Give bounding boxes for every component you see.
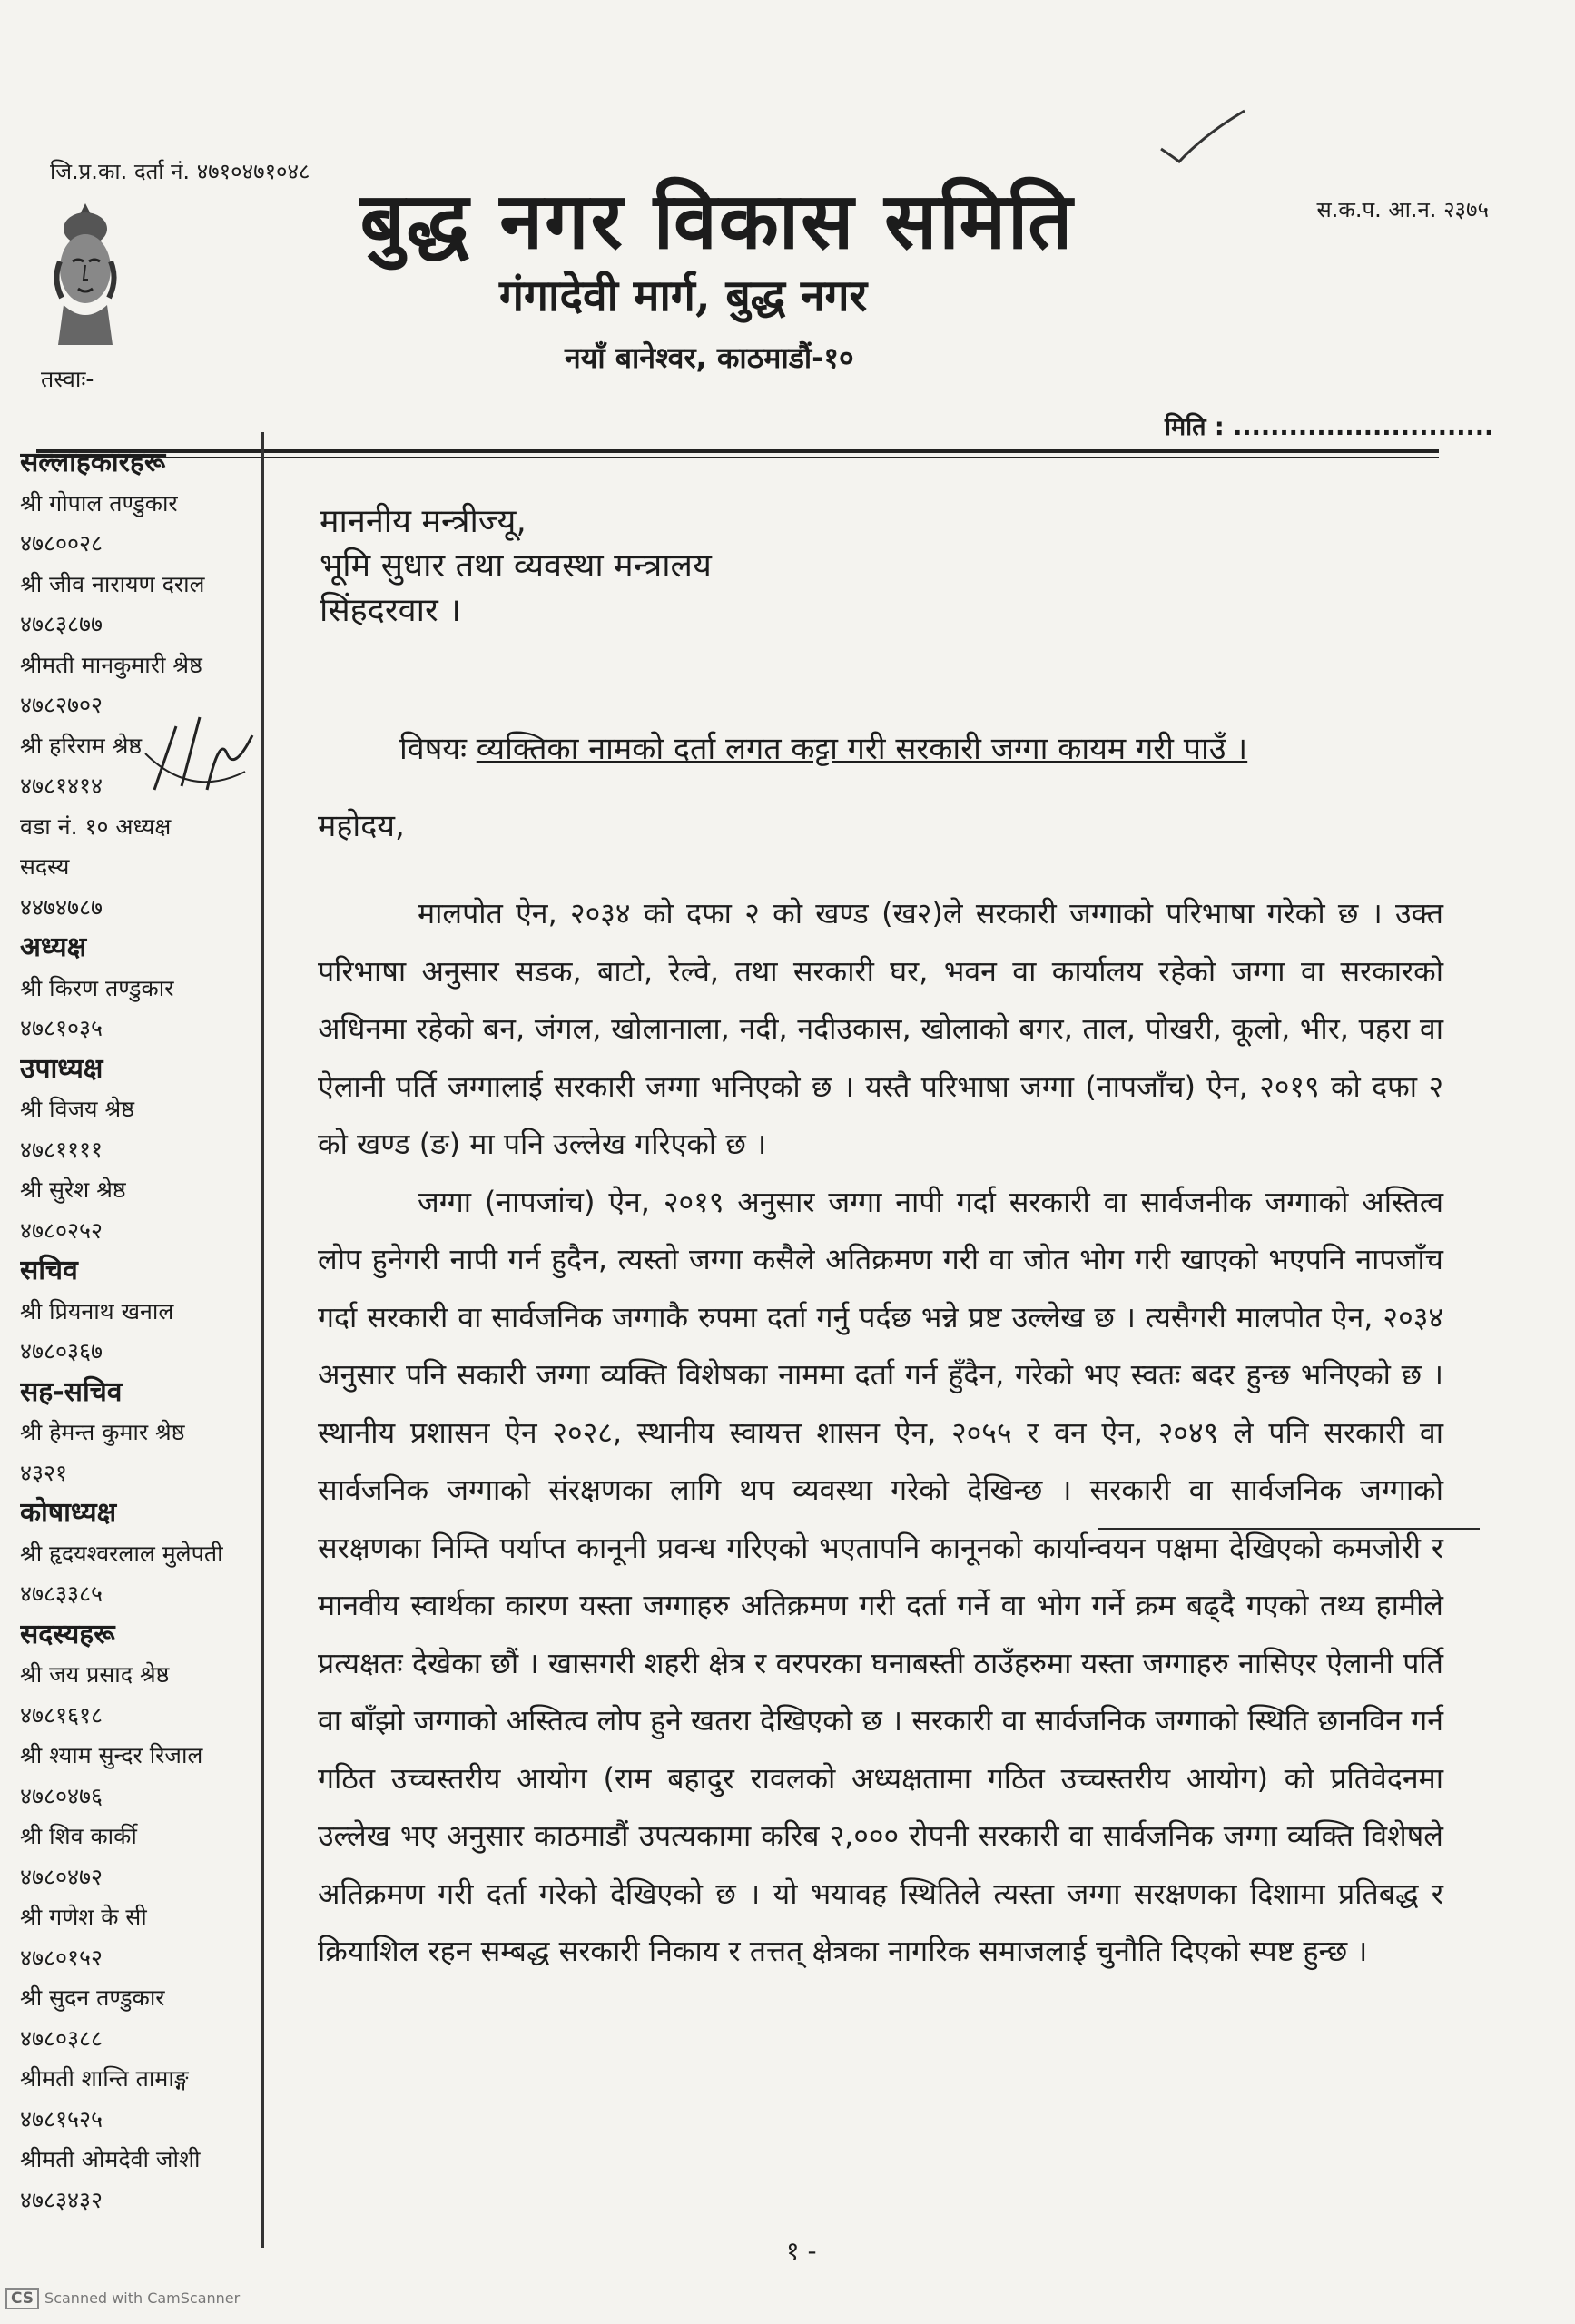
scanner-text: Scanned with CamScanner xyxy=(44,2290,241,2307)
sidebar-entry: श्रीमती मानकुमारी श्रेष्ठ xyxy=(20,651,202,678)
sidebar-entry: ४७८०३८८ xyxy=(20,2024,103,2052)
sidebar-entry: ४७८२७०२ xyxy=(20,692,103,718)
registration-number: जि.प्र.का. दर्ता नं. ४७१०४७१०४८ xyxy=(50,159,310,184)
recipient-title: माननीय मन्त्रीज्यू, xyxy=(320,503,527,540)
sidebar-entry: ४७८०३६७ xyxy=(20,1338,103,1364)
strike-through-line xyxy=(1098,1528,1480,1530)
sidebar-entry: ४७८१६१८ xyxy=(20,1701,103,1728)
sidebar-heading: सचिव xyxy=(20,1255,78,1286)
recipient-location: सिंहदरवार । xyxy=(320,592,461,629)
sidebar-entry: श्री हृदयश्वरलाल मुलेपती xyxy=(20,1540,223,1567)
organization-street: गंगादेवी मार्ग, बुद्ध नगर xyxy=(499,271,868,321)
sidebar-entry: श्री गोपाल तण्डुकार xyxy=(20,489,178,517)
recipient-ministry: भूमि सुधार तथा व्यवस्था मन्त्रालय xyxy=(320,547,712,585)
sidebar-entry: श्री जय प्रसाद श्रेष्ठ xyxy=(20,1661,170,1688)
sidebar-entry: श्री जीव नारायण दराल xyxy=(20,570,205,597)
sidebar-heading: सल्लाहकारहरू xyxy=(20,447,166,478)
sidebar-entry: श्री श्याम सुन्दर रिजाल xyxy=(20,1742,203,1768)
sidebar-entry: वडा नं. १० अध्यक्ष xyxy=(20,812,172,840)
tick-mark-icon xyxy=(1157,107,1248,171)
sidebar-entry: ४७८०४७२ xyxy=(20,1863,103,1890)
camscanner-logo-icon: CS xyxy=(5,2288,39,2309)
tapai-label: तस्वाः- xyxy=(41,366,94,392)
sidebar-entry: ४७८३३८५ xyxy=(20,1581,103,1607)
sidebar-entry: ४७८१०३५ xyxy=(20,1015,103,1041)
scanner-watermark xyxy=(5,2288,240,2309)
body-paragraph: मालपोत ऐन, २०३४ को दफा २ को खण्ड (ख२)ले सरकारी जग्गाको परिभाषा गरेको छ । उक्त परिभाषा अनुसार सडक, बाटो, रेल्वे, तथा सरकारी घर, भवन वा कार्यालय रहेको जग्गा वा सरकारको अधिनमा रहेको बन, जंगल, खोलानाला, नदी, नदीउकास, खोलाको बगर, ताल, पोखरी, कूलो, भीर, पहरा वा ऐलानी पर्ति जग्गालाई सरकारी जग्गा भनिएको छ । यस्तै परिभाषा जग्गा (नापजाँच) ऐन, २०१९ को दफा २ को खण्ड (ङ) मा पनि उल्लेख गरिएको छ । xyxy=(318,896,1443,1161)
organization-city: नयाँ बानेश्वर, काठमाडौं-१० xyxy=(565,340,854,375)
recipient-block xyxy=(320,499,712,633)
sidebar-entry: श्री हेमन्त कुमार श्रेष्ठ xyxy=(20,1419,185,1445)
sidebar-heading: सह-सचिव xyxy=(20,1375,123,1408)
sidebar-entry: श्री शिव कार्की xyxy=(20,1823,137,1849)
sidebar-entry: ४७८०४७६ xyxy=(20,1782,103,1809)
signature-scribble xyxy=(136,699,263,808)
letter-body xyxy=(318,885,1443,1981)
sidebar-entry: श्री गणेश के सी xyxy=(20,1904,147,1930)
sidebar-entry: ४४७४७८७ xyxy=(20,893,103,921)
sidebar-entry: श्रीमती ओमदेवी जोशी xyxy=(20,2146,201,2172)
sidebar-entry: सदस्य xyxy=(20,853,70,880)
sidebar-entry: ४७८३८७७ xyxy=(20,611,103,637)
sidebar-entry: ४७८०१५२ xyxy=(20,1944,103,1971)
salutation: महोदय, xyxy=(318,808,405,844)
sidebar-entry: ४७८००२८ xyxy=(20,530,103,556)
sidebar-entry: श्री विजय श्रेष्ठ xyxy=(20,1096,134,1122)
sidebar-entry: श्री प्रियनाथ खनाल xyxy=(20,1297,174,1324)
sidebar-entry: श्रीमती शान्ति तामाङ्ग xyxy=(20,2065,189,2092)
sidebar-heading: सदस्यहरू xyxy=(20,1618,115,1650)
sidebar-entry: श्री हरिराम श्रेष्ठ xyxy=(20,732,143,759)
organization-name: बुद्ध नगर विकास समिति xyxy=(359,175,1075,267)
sidebar-heading: उपाध्यक्ष xyxy=(20,1052,103,1085)
buddha-head-logo-icon xyxy=(47,198,123,350)
subject-line xyxy=(399,726,1247,768)
sidebar-entry: ४७८०२५२ xyxy=(20,1216,103,1244)
sidebar-entry: ४७८३४३२ xyxy=(20,2186,103,2213)
sidebar-entry: श्री किरण तण्डुकार xyxy=(20,974,174,1001)
sidebar-entry: श्री सुदन तण्डुकार xyxy=(20,1984,165,2011)
body-paragraph: जग्गा (नापजांच) ऐन, २०१९ अनुसार जग्गा नापी गर्दा सरकारी वा सार्वजनीक जग्गाको अस्तित्व लोप हुनेगरी नापी गर्न हुदैन, त्यस्तो जग्गा कसैले अतिक्रमण गरी वा जोत भोग गरी खाएको भएपनि नापजाँच गर्दा सरकारी वा सार्वजनिक जग्गाकै रुपमा दर्ता गर्नु पर्दछ भन्ने प्रष्ट उल्लेख छ । त्यसैगरी मालपोत ऐन, २०३४ अनुसार पनि सकारी जग्गा व्यक्ति विशेषका नाममा दर्ता गर्न हुँदैन, गरेको भए स्वतः बदर हुन्छ भनिएको छ । स्थानीय प्रशासन ऐन २०२८, स्थानीय स्वायत्त शासन ऐन, २०५५ र वन ऐन, २०४९ ले पनि सरकारी वा सार्वजनिक जग्गाको संरक्षणका लागि थप व्यवस्था गरेको देखिन्छ । सरकारी वा सार्वजनिक जग्गाको सरक्षणका निम्ति पर्याप्त कानूनी प्रवन्ध गरिएको भएतापनि कानूनको कार्यान्वयन पक्षमा देखिएको कमजोरी र मानवीय स्वार्थका कारण यस्ता जग्गाहरु अतिक्रमण गरी दर्ता गर्ने वा भोग गर्ने क्रम बढ्दै गएको तथ्य हामीले प्रत्यक्षतः देखेका छौं । खासगरी शहरी क्षेत्र र वरपरका घनाबस्ती ठाउँहरुमा यस्ता जग्गाहरु नासिएर ऐलानी पर्ति वा बाँझो जग्गाको अस्तित्व लोप हुने खतरा देखिएको छ । सरकारी वा सार्वजनिक जग्गाको स्थिति छानविन गर्न गठित उच्चस्तरीय आयोग (राम बहादुर रावलको अध्यक्षतामा गठित उच्चस्तरीय आयोग) को प्रतिवेदनमा उल्लेख भए अनुसार काठमाडौं उपत्यकामा करिब २,००० रोपनी सरकारी वा सार्वजनिक जग्गा व्यक्ति विशेषले अतिक्रमण गरी दर्ता गरेको देखिएको छ । यो भयावह स्थितिले त्यस्ता जग्गा सरक्षणका दिशामा प्रतिबद्ध र क्रियाशिल रहन सम्बद्ध सरकारी निकाय र तत्तत् क्षेत्रका नागरिक समाजलाई चुनौति दिएको स्पष्ट हुन्छ । xyxy=(318,1184,1443,1968)
subject-text: व्यक्तिका नामको दर्ता लगत कट्टा गरी सरकारी जग्गा कायम गरी पाउँ । xyxy=(476,731,1248,767)
sidebar-entry: ४३२१ xyxy=(20,1459,68,1486)
date-field: मिति : ............................ xyxy=(1165,413,1494,441)
sidebar-heading: कोषाध्यक्ष xyxy=(20,1497,117,1529)
sidebar-entry: श्री सुरेश श्रेष्ठ xyxy=(20,1177,126,1203)
sidebar-entry: ४७८१४१४ xyxy=(20,773,103,799)
sidebar-entry: ४७८१५२५ xyxy=(20,2105,103,2132)
sidebar-heading: अध्यक्ष xyxy=(20,931,87,963)
page-number: १ - xyxy=(786,2236,817,2266)
subject-label: विषयः xyxy=(399,731,467,767)
tax-number: स.क.प. आ.न. २३७५ xyxy=(1316,197,1489,222)
sidebar-entry: ४७८११११ xyxy=(20,1136,103,1163)
